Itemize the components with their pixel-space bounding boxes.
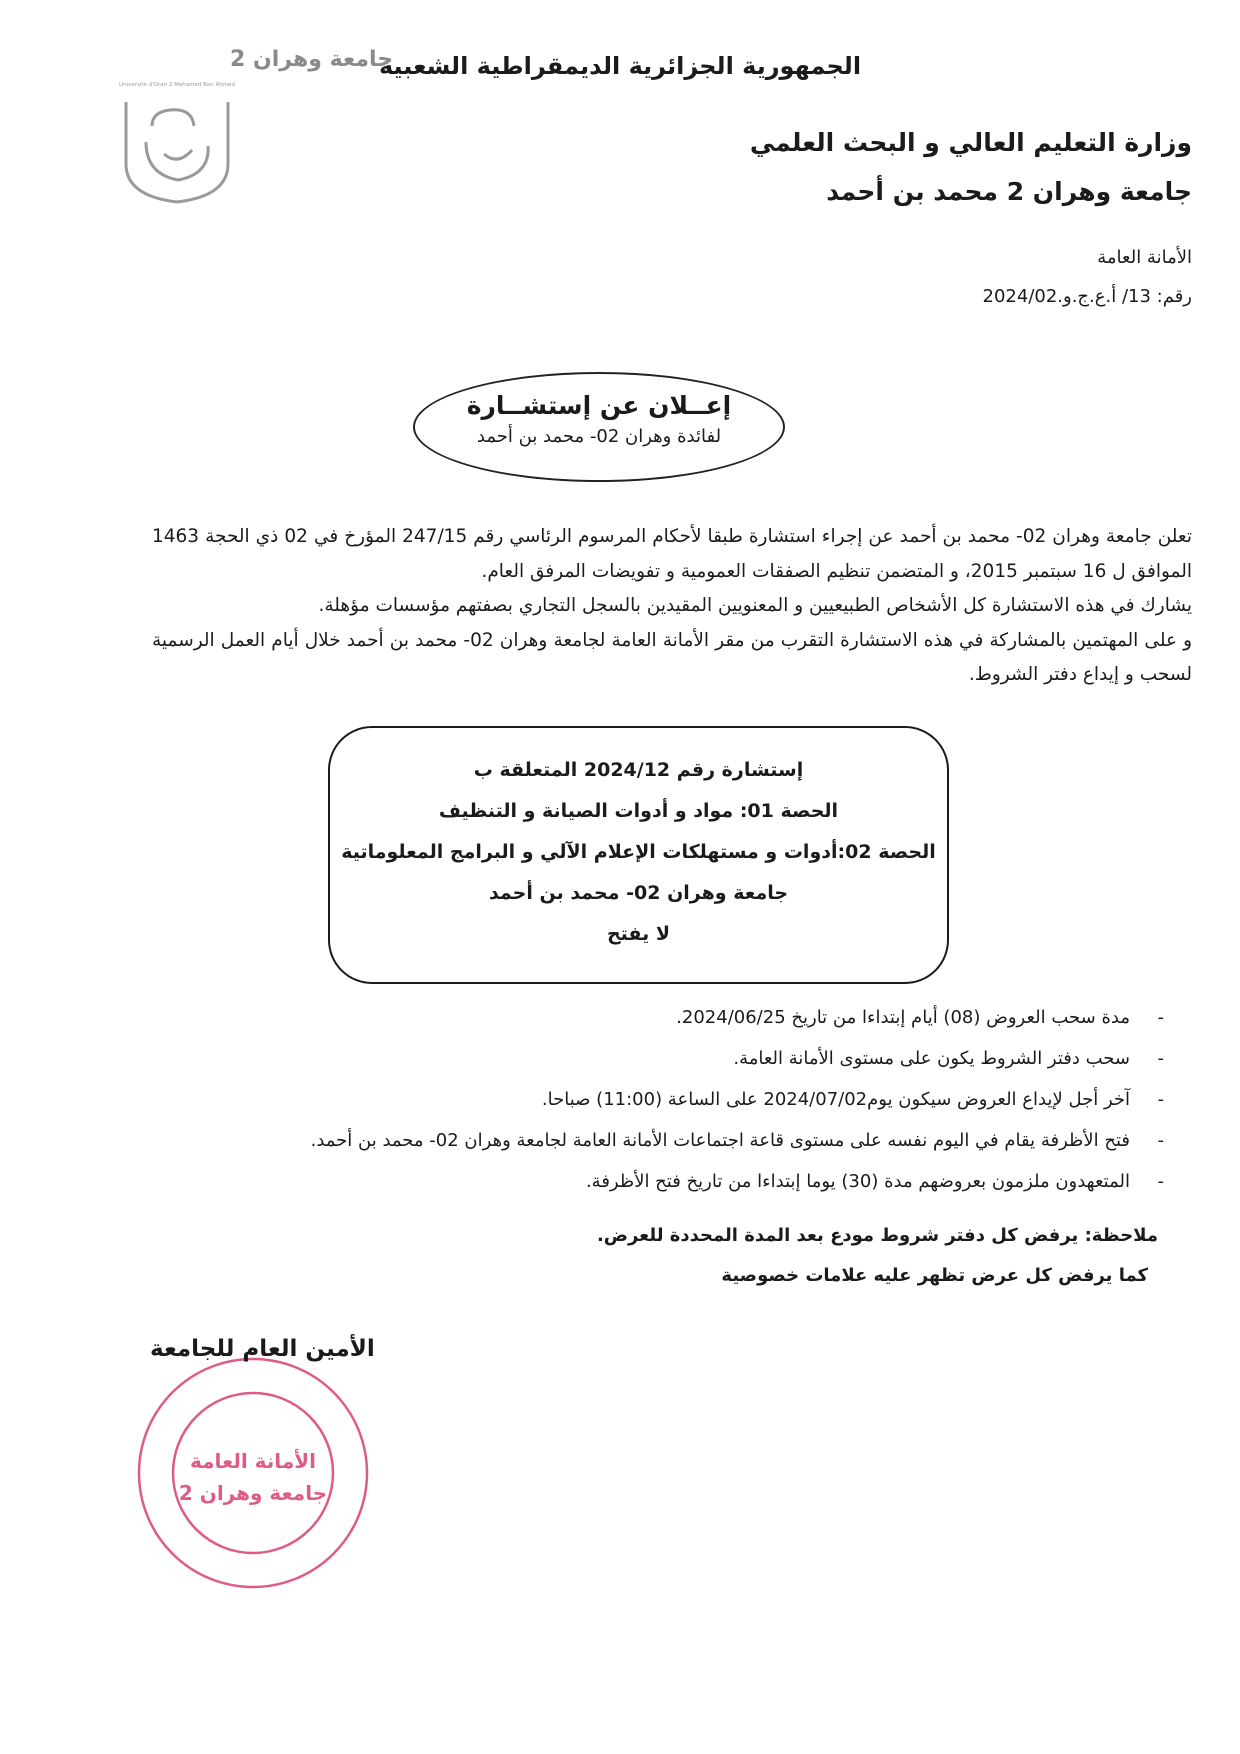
list-item-text: المتعهدون ملزمون بعروضهم مدة (30) يوما إبتداءا من تاريخ فتح الأظرفة. bbox=[585, 1171, 1130, 1192]
body-paragraph: و على المهتمين بالمشاركة في هذه الاستشارة التقرب من مقر الأمانة العامة لجامعة وهران 02- محمد بن أحمد خلال أيام العمل الرسمية لسحب و إيداع دفتر الشروط. bbox=[152, 629, 1192, 685]
list-item bbox=[130, 1120, 1164, 1161]
list-item bbox=[130, 1038, 1164, 1079]
list-item bbox=[130, 1079, 1164, 1120]
announcement-oval bbox=[413, 372, 785, 482]
list-item-text: آخر أجل لإيداع العروض سيكون يوم2024/07/02 على الساعة (11:00) صباحا. bbox=[541, 1089, 1130, 1110]
secretariat-label: الأمانة العامة bbox=[1097, 247, 1192, 268]
list-marker: - bbox=[1157, 1048, 1164, 1069]
body-paragraph: يشارك في هذه الاستشارة كل الأشخاص الطبيعيين و المعنويين المقيدين بالسجل التجاري بصفتهم مؤسسات مؤهلة. bbox=[318, 595, 1192, 616]
list-marker: - bbox=[1157, 1089, 1164, 1110]
consultation-university: جامعة وهران 02- محمد بن أحمد bbox=[488, 882, 789, 904]
university-logo-icon bbox=[112, 46, 394, 206]
list-item bbox=[130, 1161, 1164, 1202]
list-marker: - bbox=[1157, 1007, 1164, 1028]
consultation-box bbox=[328, 726, 949, 984]
logo-caption: Université d'Oran 2 Mohamed Ben Ahmed bbox=[119, 82, 235, 88]
list-item-text: مدة سحب العروض (08) أيام إبتداءا من تاريخ 2024/06/25. bbox=[676, 1007, 1130, 1028]
lot-2: الحصة 02:أدوات و مستهلكات الإعلام الآلي و البرامج المعلوماتية bbox=[341, 841, 936, 863]
conditions-list bbox=[130, 997, 1164, 1202]
consultation-number: إستشارة رقم 2024/12 المتعلقة ب bbox=[473, 759, 804, 781]
university-name: جامعة وهران 2 محمد بن أحمد bbox=[826, 177, 1192, 206]
official-stamp-icon bbox=[132, 1352, 374, 1594]
announcement-title: إعــلان عن إستشــارة bbox=[466, 391, 732, 420]
lot-1: الحصة 01: مواد و أدوات الصيانة و التنظيف bbox=[438, 800, 839, 822]
list-marker: - bbox=[1157, 1171, 1164, 1192]
stamp-outer-text bbox=[132, 1352, 141, 1357]
note-rejection: ملاحظة: يرفض كل دفتر شروط مودع بعد المدة المحددة للعرض. bbox=[596, 1225, 1158, 1246]
announcement-subtitle: لفائدة وهران 02- محمد بن أحمد bbox=[476, 426, 722, 447]
note-marks: كما يرفض كل عرض تظهر عليه علامات خصوصية bbox=[721, 1265, 1148, 1286]
svg-text:وزارة التعليم العالي والبحث ال bbox=[132, 1352, 141, 1357]
logo-text: جامعة وهران 2 bbox=[230, 47, 394, 72]
list-item bbox=[130, 997, 1164, 1038]
signature-title: الأمين العام للجامعة bbox=[150, 1336, 375, 1362]
do-not-open: لا يفتح bbox=[606, 923, 671, 945]
body-text bbox=[152, 520, 1192, 693]
reference-number: رقم: 13/ أ.ع.ج.و.2024/02 bbox=[982, 286, 1192, 307]
republic-heading: الجمهورية الجزائرية الديمقراطية الشعبية bbox=[378, 52, 862, 80]
body-paragraph: تعلن جامعة وهران 02- محمد بن أحمد عن إجراء استشارة طبقا لأحكام المرسوم الرئاسي رقم 247/15 المؤرخ في 02 ذي الحجة 1463 الموافق ل 16 سبتمبر 2015، و المتضمن تنظيم الصفقات العمومية و تفويضات المرفق العام. bbox=[152, 526, 1193, 582]
ministry-name: وزارة التعليم العالي و البحث العلمي bbox=[749, 128, 1192, 157]
stamp-inner-line1: الأمانة العامة bbox=[190, 1449, 316, 1473]
list-item-text: فتح الأظرفة يقام في اليوم نفسه على مستوى قاعة اجتماعات الأمانة العامة لجامعة وهران 02- محمد بن أحمد. bbox=[310, 1130, 1130, 1151]
stamp-inner-line2: جامعة وهران 2 bbox=[178, 1481, 328, 1505]
list-marker: - bbox=[1157, 1130, 1164, 1151]
list-item-text: سحب دفتر الشروط يكون على مستوى الأمانة العامة. bbox=[733, 1048, 1130, 1069]
